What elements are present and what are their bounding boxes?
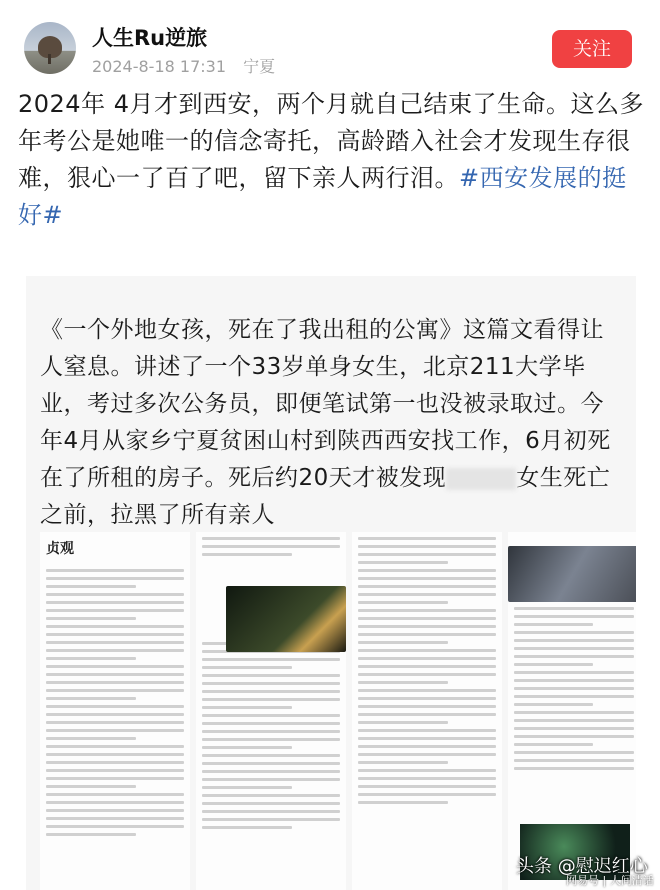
article-page-thumbnails xyxy=(40,532,636,890)
post-header xyxy=(0,0,660,86)
hashtag-link[interactable]: #西安发展的挺好# xyxy=(18,164,627,229)
username[interactable]: 人生Ru逆旅 xyxy=(92,26,208,50)
brand-logo: 贞观 xyxy=(46,541,74,557)
article-text xyxy=(40,312,626,534)
post-date: 2024-8-18 17:31 xyxy=(92,57,226,76)
follow-button[interactable]: 关注 xyxy=(552,30,632,68)
watermark: 头条 @慰迟红心 xyxy=(516,856,648,877)
article-photo-1 xyxy=(226,586,346,652)
avatar-trunk-shape xyxy=(48,54,51,64)
article-text-part1: 《一个外地女孩，死在了我出租的公寓》这篇文看得让人窒息。讲述了一个33岁单身女生，北京211大学毕业，考过多次公务员，即便笔试第一也没被录取过。今年4月从家乡宁夏贫困山村到陕西西安找工作，6月初死在了所租的房子。死后约20天才被发现 xyxy=(40,317,611,491)
article-text-part2: 女生死亡之前，拉黑了所有亲人 xyxy=(40,465,611,528)
watermark-sub: 网易号 | 人间清话 xyxy=(566,874,654,887)
thumbnail-page-3 xyxy=(352,532,502,890)
article-photo-2 xyxy=(508,546,636,602)
article-screenshot xyxy=(26,276,636,890)
post-location: 宁夏 xyxy=(243,57,276,76)
thumbnail-page-1 xyxy=(40,532,190,890)
post-meta xyxy=(92,54,287,77)
post-text: 2024年 4月才到西安，两个月就自己结束了生命。这么多年考公是她唯一的信念寄托，高龄踏入社会才发现生存很难，狠心一了百了吧，留下亲人两行泪。 xyxy=(18,90,644,192)
blurred-text xyxy=(446,468,516,490)
post-body xyxy=(18,86,646,234)
avatar[interactable] xyxy=(24,22,76,74)
